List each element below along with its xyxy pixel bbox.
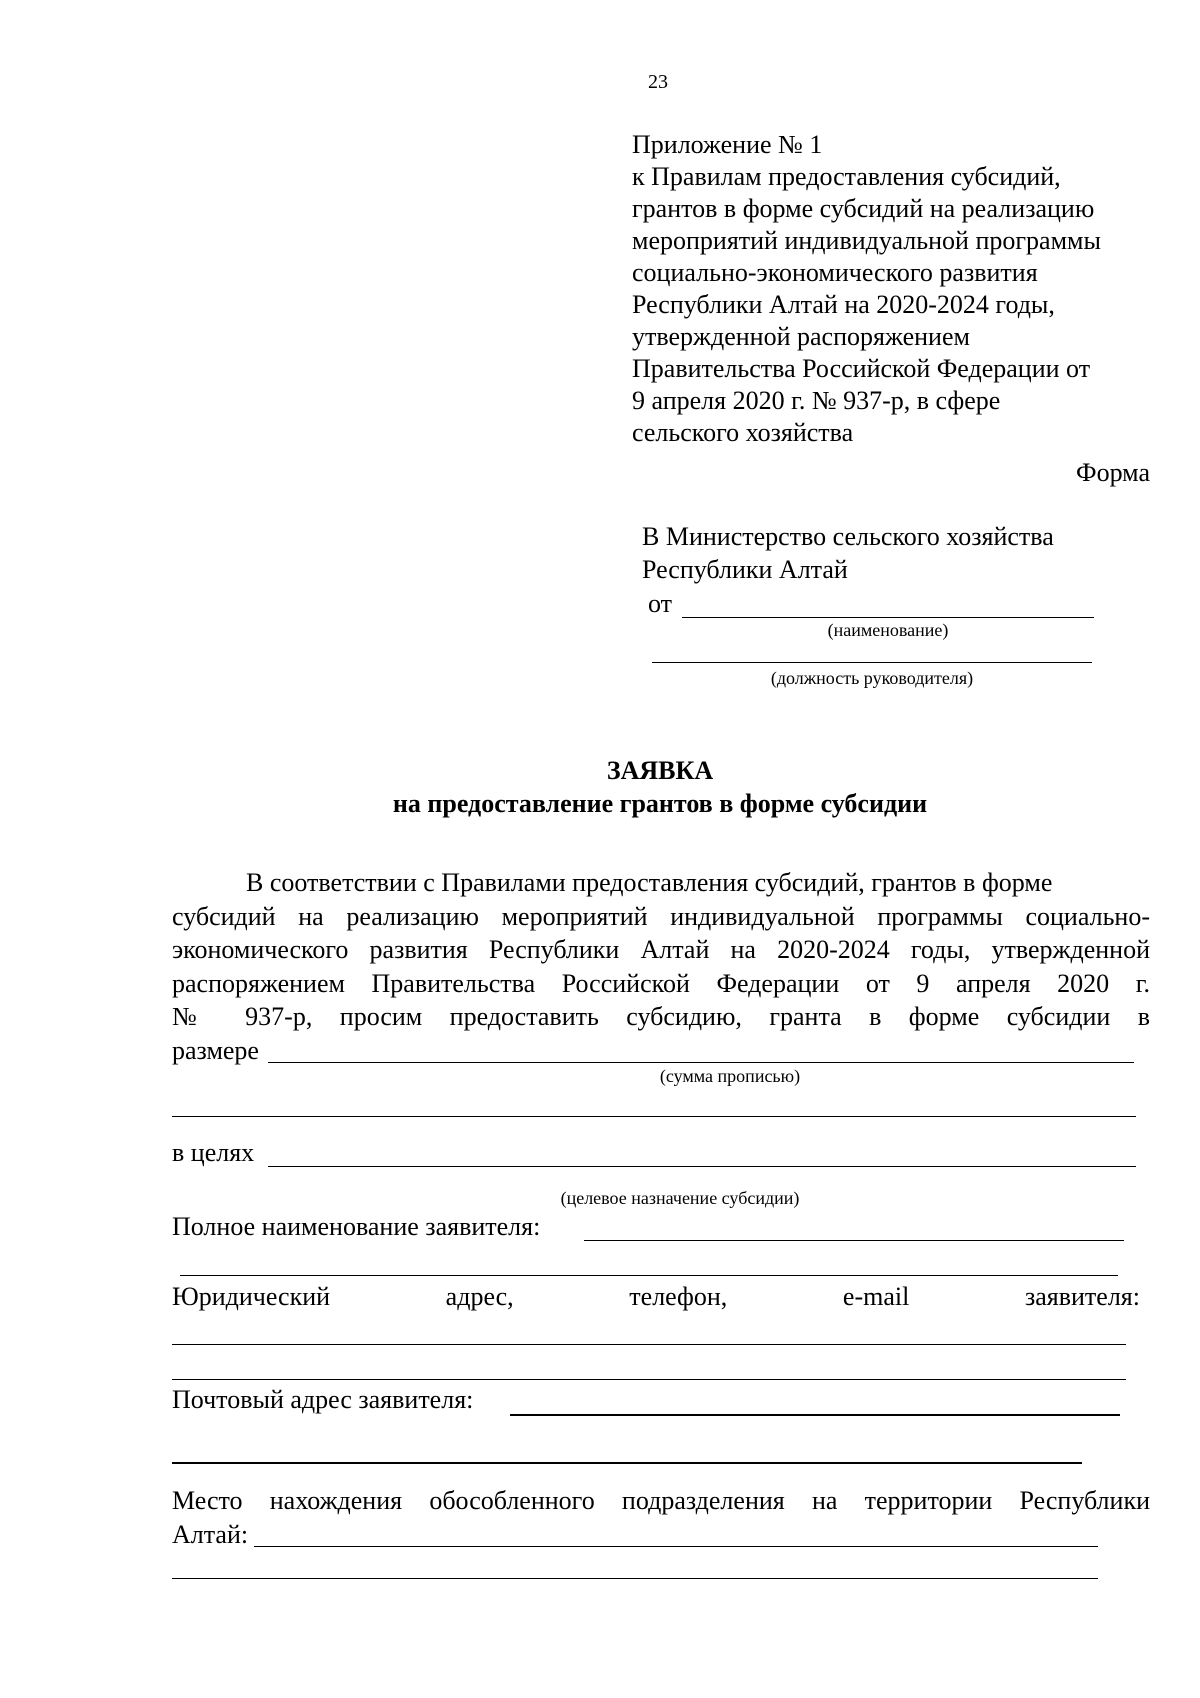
body-line-4: распоряжением Правительства Российской Федерации от 9 апреля 2020 г. (172, 969, 1150, 998)
page-number: 23 (648, 71, 668, 93)
head-position-line[interactable] (652, 662, 1092, 663)
legal-word: телефон, (629, 1282, 728, 1311)
appendix-line: Приложение № 1 (632, 130, 823, 159)
legal-address-line[interactable] (172, 1344, 1126, 1345)
legal-word: Юридический (172, 1282, 331, 1311)
from-label: от (648, 589, 673, 618)
appendix-line: социально-экономического развития (632, 258, 1038, 287)
appendix-line: грантов в форме субсидий на реализацию (632, 194, 1095, 223)
position-caption: (должность руководителя) (770, 668, 974, 688)
purpose-caption: (целевое назначение субсидии) (560, 1188, 800, 1208)
postal-line[interactable] (510, 1414, 1120, 1416)
fullname-label: Полное наименование заявителя: (172, 1212, 541, 1241)
location-label: Алтай: (172, 1520, 249, 1549)
body-line-1: В соответствии с Правилами предоставления субсидий, грантов в форме (246, 868, 1053, 897)
appendix-line: к Правилам предоставления субсидий, (632, 162, 1061, 191)
addressee-line1: В Министерство сельского хозяйства (642, 522, 1054, 551)
postal-label: Почтовый адрес заявителя: (172, 1385, 474, 1414)
appendix-line: 9 апреля 2020 г. № 937-р, в сфере (632, 386, 1001, 415)
fullname-line[interactable] (584, 1240, 1124, 1241)
appendix-block (632, 130, 1101, 450)
appendix-line: Правительства Российской Федерации от (632, 354, 1091, 383)
purpose-line[interactable] (268, 1166, 1136, 1167)
name-caption: (наименование) (827, 620, 949, 640)
location-line[interactable] (254, 1546, 1098, 1547)
body-line-3: экономического развития Республики Алтай на 2020-2024 годы, утвержденной (172, 935, 1150, 964)
purpose-label: в целях (172, 1138, 255, 1167)
postal-line-2[interactable] (172, 1462, 1082, 1464)
legal-address-line-2[interactable] (172, 1379, 1126, 1380)
appendix-line: утвержденной распоряжением (632, 322, 970, 351)
location-line-2[interactable] (172, 1578, 1098, 1579)
location-line-1: Место нахождения обособленного подразделения на территории Республики (172, 1486, 1150, 1515)
legal-address-row (172, 1282, 1140, 1312)
legal-word: заявителя: (1024, 1282, 1140, 1311)
body-line-5: № 937-р, просим предоставить субсидию, гранта в форме субсидии в (172, 1002, 1150, 1031)
addressee-line2: Республики Алтай (642, 555, 848, 584)
appendix-line: сельского хозяйства (632, 418, 854, 447)
legal-word: e-mail (842, 1282, 910, 1311)
amount-line[interactable] (268, 1062, 1134, 1063)
appendix-line: Республики Алтай на 2020-2024 годы, (632, 290, 1055, 319)
legal-word: адрес, (445, 1282, 514, 1311)
appendix-line: мероприятий индивидуальной программы (632, 226, 1101, 255)
amount-line-2[interactable] (172, 1116, 1136, 1117)
document-subtitle: на предоставление грантов в форме субсидии (392, 789, 928, 818)
document-title: ЗАЯВКА (606, 756, 714, 785)
form-label: Форма (1076, 458, 1150, 487)
amount-caption: (сумма прописью) (659, 1066, 801, 1086)
amount-label: размере (172, 1036, 259, 1065)
applicant-name-line[interactable] (682, 617, 1094, 618)
body-line-2: субсидий на реализацию мероприятий индивидуальной программы социально- (172, 902, 1150, 931)
fullname-line-2[interactable] (180, 1275, 1118, 1276)
